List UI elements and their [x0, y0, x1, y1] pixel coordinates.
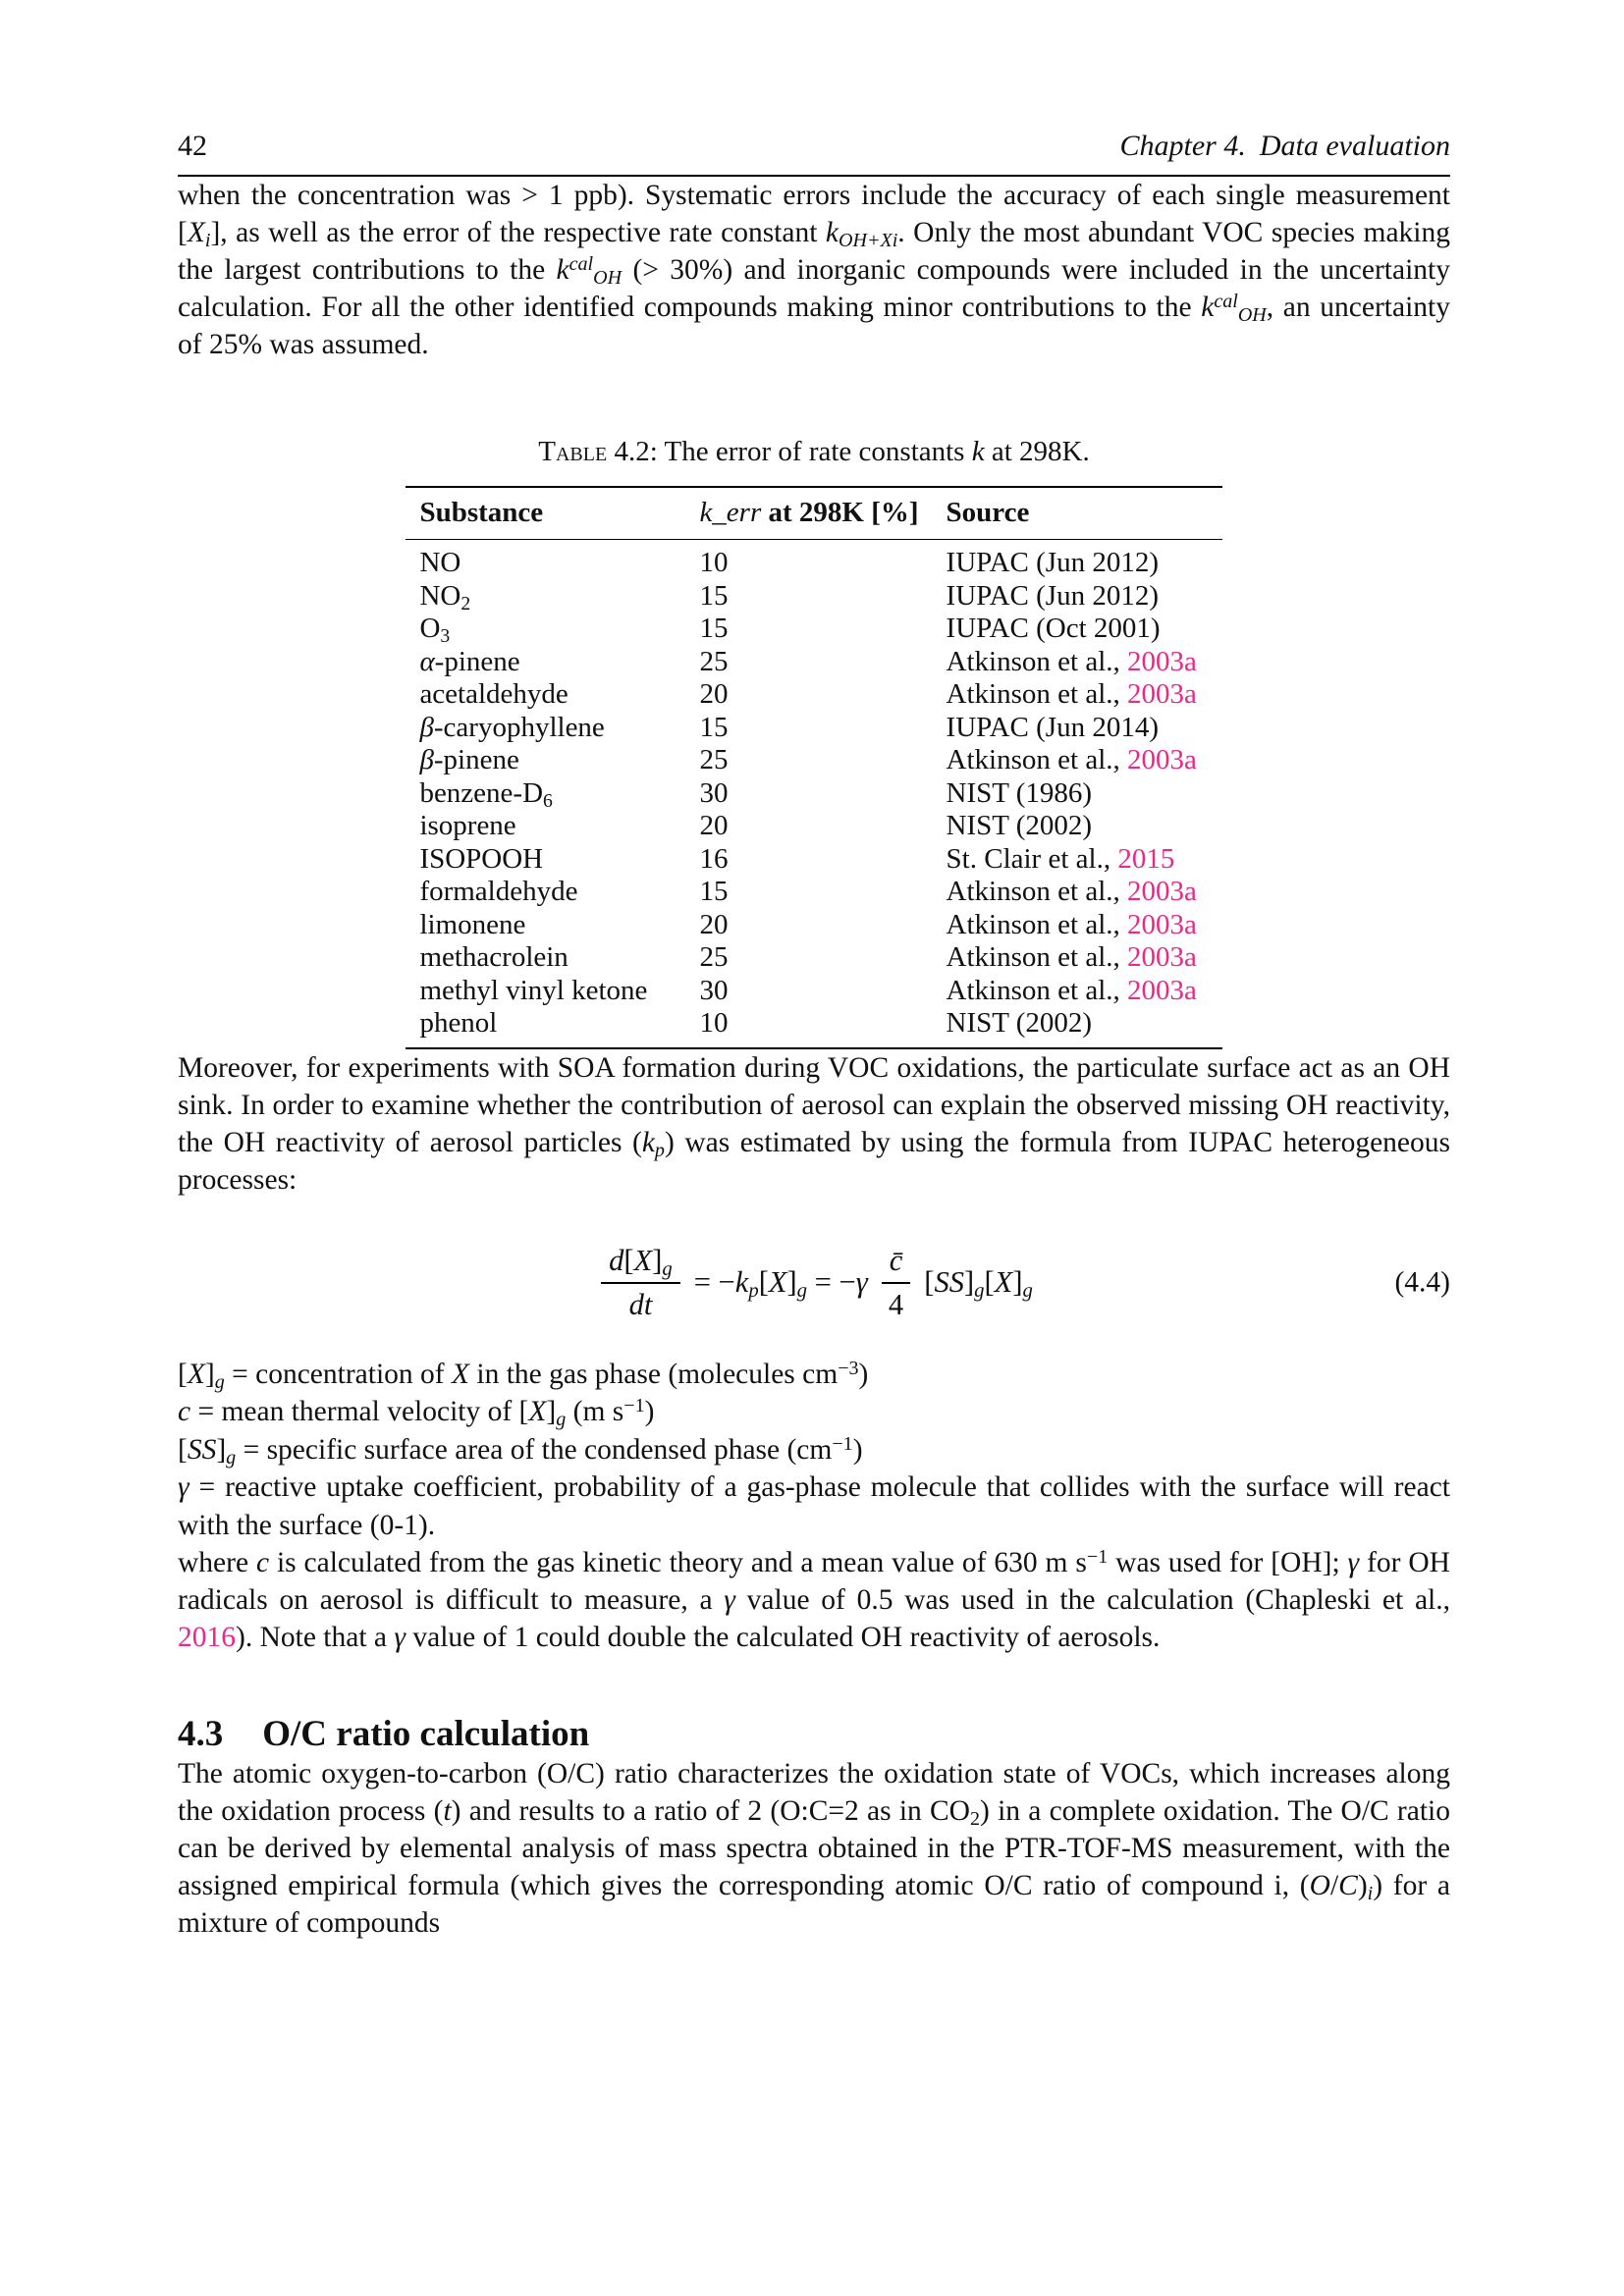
table-row	[406, 646, 1221, 679]
rate-constants-table	[406, 486, 1221, 1049]
equation-lhs-numerator: d[X]g	[601, 1244, 680, 1284]
equation-middle-terms: = −kp[X]g = −γ	[693, 1265, 868, 1303]
table-cell: 15	[699, 876, 729, 907]
table-row	[406, 712, 1221, 745]
table-row	[406, 975, 1221, 1008]
equation-rhs-numerator: c̄	[882, 1244, 911, 1284]
table-row	[406, 876, 1221, 909]
table-cell: St. Clair et al., 2015	[946, 842, 1175, 875]
chapter-title: Data evaluation	[1259, 130, 1450, 162]
table-cell: NIST (2002)	[946, 810, 1093, 841]
table-header-source: Source	[933, 487, 1222, 540]
table-cell: 20	[699, 810, 729, 841]
equation-4-4	[178, 1244, 1450, 1322]
table-cell: 20	[699, 678, 729, 710]
page-header	[178, 130, 1450, 177]
equation-number: (4.4)	[1394, 1266, 1450, 1298]
section-title: O/C ratio calculation	[262, 1714, 590, 1754]
definition-uptake-coefficient: γ = reactive uptake coefficient, probability of a gas-phase molecule that collides with the surface will react with the surface (0-1).	[178, 1471, 1450, 1541]
table-cell: methyl vinyl ketone	[419, 974, 648, 1006]
table-cell: NO	[419, 547, 461, 578]
equation-body	[595, 1244, 1033, 1322]
citation-link[interactable]: 2003a	[1127, 908, 1197, 940]
table-cell: 10	[699, 1007, 729, 1039]
table-cell: Atkinson et al., 2003a	[946, 941, 1197, 973]
table-row	[406, 909, 1221, 942]
table-cell: Atkinson et al., 2003a	[946, 744, 1197, 775]
table-header-kerr: k_err at 298K [%]	[685, 487, 932, 540]
symbol-definitions	[178, 1356, 1450, 1545]
table-cell: isoprene	[419, 810, 516, 841]
citation-link[interactable]: 2003a	[1127, 645, 1197, 677]
citation-link[interactable]: 2016	[178, 1622, 236, 1653]
equation-lhs-fraction	[601, 1244, 680, 1322]
table-cell: IUPAC (Jun 2014)	[946, 711, 1159, 743]
table-cell: 20	[699, 908, 729, 940]
table-row	[406, 941, 1221, 975]
table-cell: 25	[699, 941, 729, 973]
paragraph-oc-ratio: The atomic oxygen-to-carbon (O/C) ratio characterizes the oxidation state of VOCs, which increases along the oxidation process (t) and results to a ratio of 2 (O:C=2 as in CO2) in a complete oxidation. The O/C ratio can be derived by elemental analysis of mass spectra obtained in the PTR-TOF-MS measurement, with the assigned empirical formula (which gives the corresponding atomic O/C ratio of compound i, (O/C)i) for a mixture of compounds	[178, 1758, 1450, 1939]
table-cell: Atkinson et al., 2003a	[946, 678, 1197, 710]
section-heading	[178, 1713, 1450, 1755]
definition-thermal-velocity: c = mean thermal velocity of [X]g (m $s^{-1}$)	[178, 1394, 655, 1430]
table-cell: IUPAC (Jun 2012)	[946, 547, 1159, 578]
table-cell: IUPAC (Oct 2001)	[946, 613, 1161, 644]
table-cell: NO2	[419, 579, 471, 614]
citation-link[interactable]: 2003a	[1127, 678, 1197, 710]
table-cell: Atkinson et al., 2003a	[946, 645, 1197, 677]
table-body	[406, 540, 1221, 1048]
table-cell: O3	[419, 613, 451, 647]
section-number: 4.3	[178, 1714, 224, 1754]
table-row	[406, 678, 1221, 712]
table-cell: IUPAC (Jun 2012)	[946, 579, 1159, 612]
table-cell: β-pinene	[419, 744, 519, 775]
table-row	[406, 613, 1221, 646]
table-cell: 16	[699, 842, 729, 875]
citation-link[interactable]: 2015	[1117, 842, 1175, 875]
page-number: 42	[178, 130, 207, 162]
table-cell: limonene	[419, 908, 526, 940]
table-cell: Atkinson et al., 2003a	[946, 974, 1197, 1006]
table-cell: formaldehyde	[419, 876, 578, 907]
citation-link[interactable]: 2003a	[1127, 876, 1197, 907]
equation-rhs-fraction	[882, 1244, 911, 1322]
table-caption	[178, 436, 1450, 468]
table-row	[406, 810, 1221, 843]
table-cell: 15	[699, 613, 729, 644]
paragraph-where-gamma: where c is calculated from the gas kinetic theory and a mean value of 630 m $s^{-1}$ was used for [OH]; γ for OH radicals on aerosol is difficult to measure, a γ value of 0.5 was used in the calculation (Chapleski et al., 2016). Note that a γ value of 1 could double the calculated OH reactivity of aerosols.	[178, 1545, 1450, 1653]
caption-label: Table 4.2:	[538, 436, 658, 467]
table-row	[406, 580, 1221, 614]
paragraph-uncertainty: when the concentration was > 1 ppb). Systematic errors include the accuracy of each single measurement [Xi], as well as the error of the respective rate constant kOH+Xi. Only the most abundant VOC species making the largest contributions to the $k^{cal}OH$ (> 30%) and inorganic compounds were included in the uncertainty calculation. For all the other identified compounds making minor contributions to the $k^{cal}OH$, an uncertainty of 25% was assumed.	[178, 180, 1450, 360]
table-cell: 25	[699, 645, 729, 677]
chapter-label: Chapter 4.	[1119, 130, 1246, 162]
table-cell: ISOPOOH	[419, 842, 544, 875]
table-cell: NIST (2002)	[946, 1007, 1093, 1039]
table-cell: 15	[699, 711, 729, 743]
table-cell: α-pinene	[419, 645, 520, 677]
table-row	[406, 777, 1221, 811]
definition-gas-concentration: [X]g = concentration of X in the gas phase (molecules $cm^{-3}$)	[178, 1357, 869, 1393]
citation-link[interactable]: 2003a	[1127, 974, 1197, 1006]
table-cell: Atkinson et al., 2003a	[946, 876, 1197, 907]
definition-specific-surface: [SS]g = specific surface area of the condensed phase $(cm^{-1})$	[178, 1432, 863, 1468]
table-row	[406, 540, 1221, 580]
table-cell: NIST (1986)	[946, 776, 1093, 809]
table-cell: 25	[699, 744, 729, 775]
table-row	[406, 843, 1221, 877]
citation-link[interactable]: 2003a	[1127, 941, 1197, 973]
table-cell: β-caryophyllene	[419, 711, 605, 743]
table-cell: phenol	[419, 1007, 498, 1039]
table-header-substance: Substance	[406, 487, 685, 540]
table-cell: Atkinson et al., 2003a	[946, 908, 1197, 940]
table-cell: 15	[699, 579, 729, 612]
table-header-row	[406, 487, 1221, 540]
table-cell: methacrolein	[419, 941, 568, 973]
table-cell: acetaldehyde	[419, 678, 568, 710]
paragraph-soa-aerosol: Moreover, for experiments with SOA formation during VOC oxidations, the particulate surface act as an OH sink. In order to examine whether the contribution of aerosol can explain the observed missing OH reactivity, the OH reactivity of aerosol particles (kp) was estimated by using the formula from IUPAC heterogeneous processes:	[178, 1051, 1450, 1196]
table-row	[406, 1007, 1221, 1048]
caption-text: The error of rate constants k at 298K.	[657, 436, 1090, 467]
citation-link[interactable]: 2003a	[1127, 744, 1197, 775]
table-row	[406, 744, 1221, 777]
equation-lhs-denominator: dt	[628, 1287, 653, 1321]
equation-tail-terms: [SS]g[X]g	[924, 1265, 1033, 1303]
table-cell: 30	[699, 974, 729, 1006]
equation-rhs-denominator: 4	[888, 1287, 904, 1321]
text-block	[178, 130, 1450, 1942]
table-head	[406, 487, 1221, 540]
table-cell: benzene-D6	[419, 776, 553, 812]
chapter-header	[1120, 130, 1450, 163]
table-cell: 10	[699, 547, 729, 578]
table-cell: 30	[699, 776, 729, 809]
